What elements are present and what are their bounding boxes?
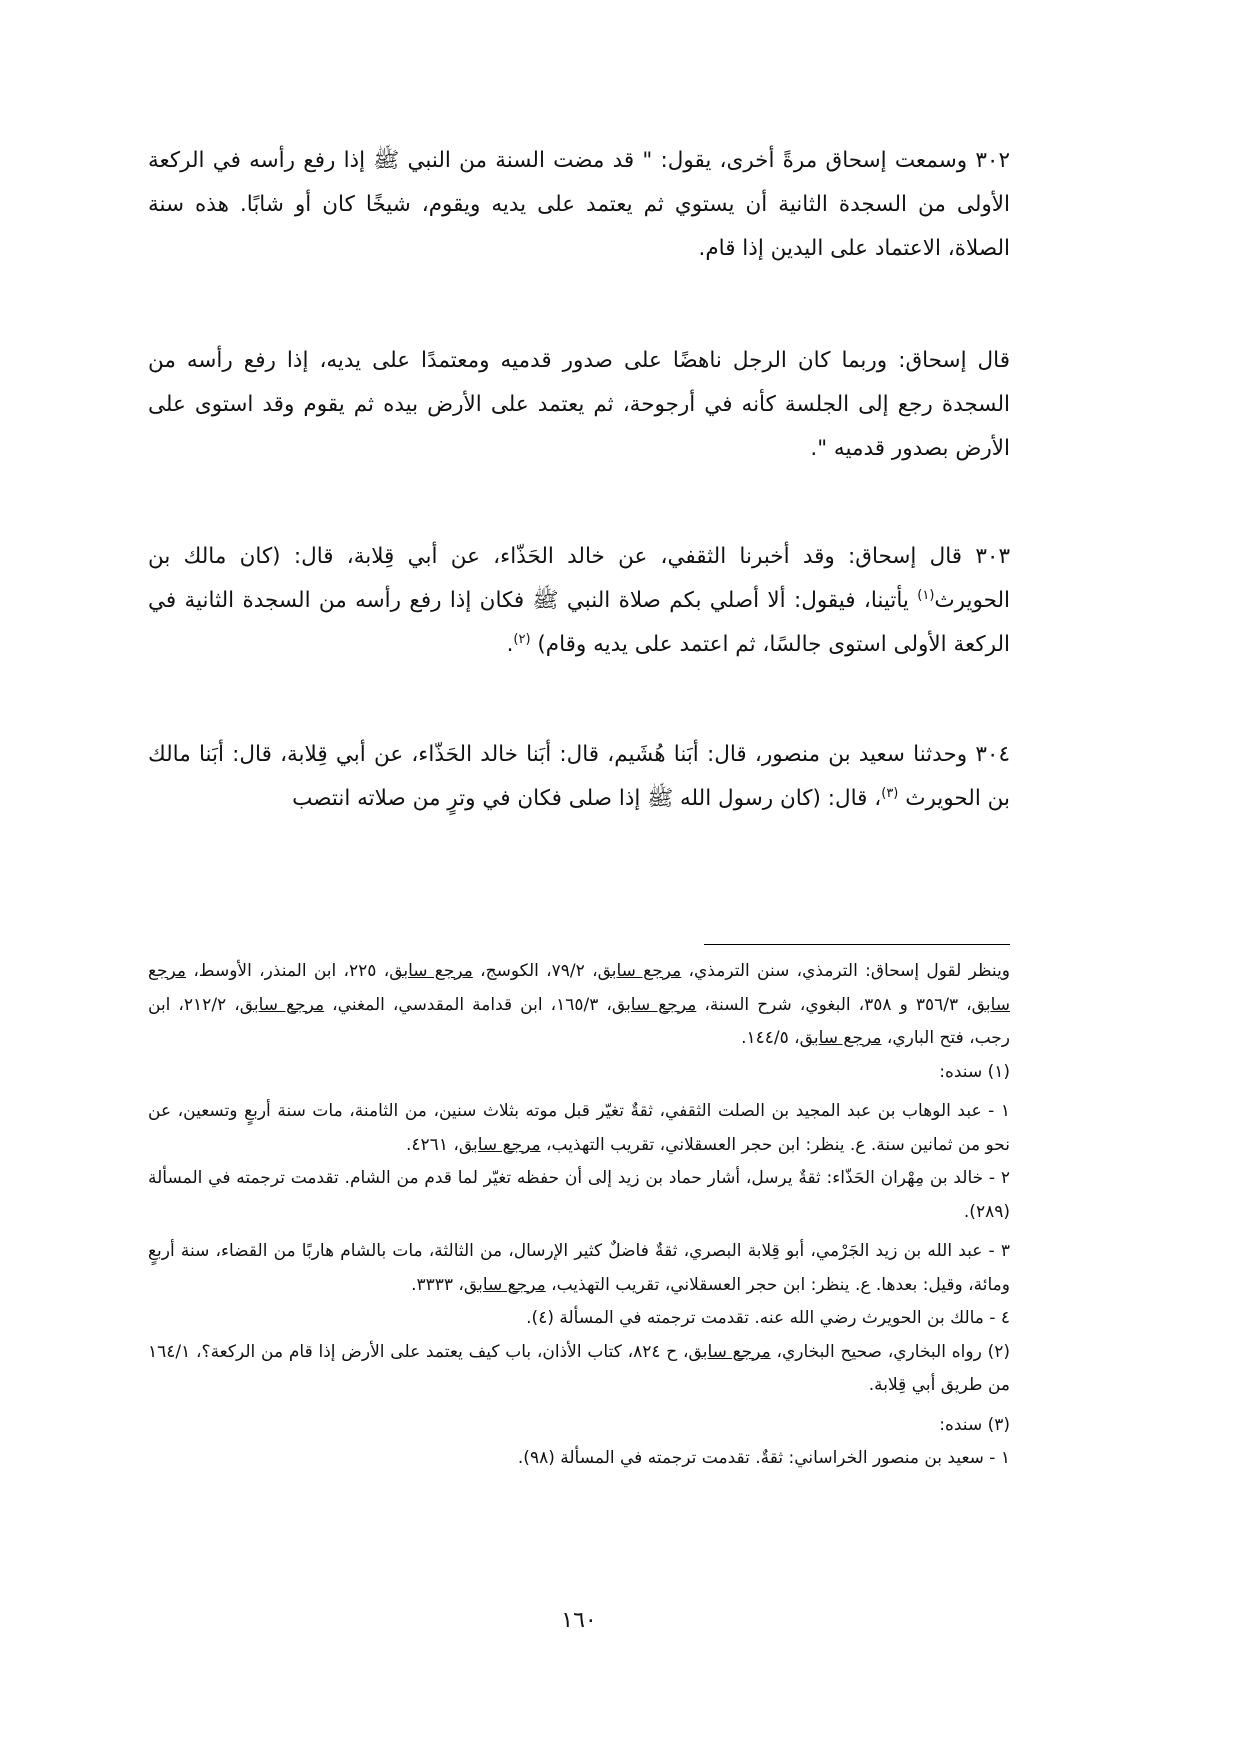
- footnote-ref-3: (٣): [881, 785, 899, 801]
- fn-text: ٣ - عبد الله بن زيد الجَرْمي، أبو قِلابة البصري، ثقةٌ فاضلٌ كثير الإرسال، من الثالثة، مات بالشام هاربًا من القضاء، سنة أربعٍ ومائة، وقيل: بعدها. ع. ينظر: ابن حجر العسقلاني، تقريب التهذيب،: [148, 1241, 1010, 1295]
- reference-link: مرجع سابق: [458, 1134, 541, 1155]
- footnote-ref-1: (١): [917, 587, 935, 603]
- reference-link: مرجع سابق: [611, 994, 697, 1015]
- fn-text: ، ٢١٢/٢، ابن رجب، فتح الباري،: [148, 994, 1010, 1048]
- fn-text: وينظر لقول إسحاق: الترمذي، سنن الترمذي،: [681, 961, 1011, 981]
- footnote-ref-2: (٢): [513, 631, 531, 647]
- paragraph-303-part-b: يأتينا، فيقول: ألا أصلي بكم صلاة النبي ﷺ فكان إذا رفع رأسه من السجدة الثانية في الركعة الأولى استوى جالسًا، ثم اعتمد على يديه وقام): [148, 588, 1010, 657]
- paragraph-304: [148, 733, 1010, 821]
- footnote-continuation: [148, 955, 1010, 1056]
- fn-text: ، ١٤٤/٥.: [741, 1028, 800, 1048]
- fn-text: ، ٣٥٦/٣ و ٣٥٨، البغوي، شرح السنة،: [696, 994, 972, 1015]
- reference-link: مرجع سابق: [389, 961, 473, 981]
- footnote-2: [148, 1336, 1010, 1403]
- paragraph-303-text: [148, 535, 1010, 667]
- footnote-1-narrator-1: [148, 1095, 1010, 1162]
- paragraph-304-part-a: ٣٠٤ وحدثنا سعيد بن منصور، قال: أبَنا هُشَيم، قال: أبَنا خالد الحَذّاء، عن أبي قِلابة، قال: أبَنا مالك بن الحويرث: [148, 742, 1010, 811]
- footnotes: [148, 955, 1010, 1476]
- footnote-1-narrator-2: ٢ - خالد بن مِهْران الحَذّاء: ثقةٌ يرسل، أشار حماد بن زيد إلى أن حفظه تغيّر لما قدم من الشام. تقدمت ترجمته في المسألة (٢٨٩).: [148, 1168, 1010, 1222]
- paragraph-303-part-a: ٣٠٣ قال إسحاق: وقد أخبرنا الثقفي، عن خالد الحَذّاء، عن أبي قِلابة، قال: (كان مالك بن الحويرث: [148, 544, 1010, 613]
- fn-text: ، ٤٢٦١.: [406, 1134, 459, 1155]
- paragraph-ishaq-comment: [148, 339, 1010, 471]
- paragraph-302-text: ٣٠٢ وسمعت إسحاق مرةً أخرى، يقول: " قد مضت السنة من النبي ﷺ إذا رفع رأسه في الركعة الأولى من السجدة الثانية أن يستوي ثم يعتمد على يديه ويقوم، شيخًا كان أو شابًا. هذه سنة الصلاة، الاعتماد على اليدين إذا قام.: [148, 148, 1010, 261]
- reference-link: مرجع سابق: [799, 1028, 882, 1048]
- footnote-1-narrator-4: ٤ - مالك بن الحويرث رضي الله عنه. تقدمت ترجمته في المسألة (٤).: [526, 1308, 1010, 1328]
- fn-text: ، ١٦٥/٣، ابن قدامة المقدسي، المغني،: [324, 994, 612, 1015]
- footnote-3-heading: (٣) سنده:: [939, 1414, 1010, 1435]
- paragraph-304-part-b: ، قال: (كان رسول الله ﷺ إذا صلى فكان في وترٍ من صلاته انتصب: [292, 786, 882, 811]
- reference-link: مرجع سابق: [688, 1341, 771, 1362]
- paragraph-302: [148, 139, 1010, 271]
- reference-link: مرجع سابق: [597, 961, 682, 981]
- fn-text: (٢) رواه البخاري، صحيح البخاري،: [770, 1341, 1010, 1362]
- footnote-1-narrator-3: [148, 1235, 1010, 1302]
- footnote-1-heading: (١) سنده:: [939, 1061, 1010, 1082]
- document-page: [148, 0, 1010, 1754]
- paragraph-303-part-c: .: [506, 632, 514, 657]
- footnote-separator: [704, 944, 1010, 945]
- fn-text: ١ - عبد الوهاب بن عبد المجيد بن الصلت الثقفي، ثقةٌ تغيّر قبل موته بثلاث سنين، من الثامنة، مات سنة أربعٍ وتسعين، عن نحو من ثمانين سنة. ع. ينظر: ابن حجر العسقلاني، تقريب التهذيب،: [148, 1101, 1010, 1155]
- reference-link: مرجع سابق: [463, 1274, 546, 1295]
- reference-link: مرجع سابق: [148, 961, 1011, 1015]
- footnote-3-narrator-1: ١ - سعيد بن منصور الخراساني: ثقةٌ. تقدمت ترجمته في المسألة (٩٨).: [517, 1448, 1010, 1468]
- paragraph-303: [148, 535, 1010, 667]
- page-number: ١٦٠: [561, 1608, 597, 1633]
- paragraph-ishaq-comment-text: قال إسحاق: وربما كان الرجل ناهضًا على صدور قدميه ومعتمدًا على يديه، إذا رفع رأسه من السجدة رجع إلى الجلسة كأنه في أرجوحة، ثم يعتمد على الأرض بيده ثم يقوم وقد استوى على الأرض بصدور قدميه ".: [148, 348, 1010, 461]
- fn-text: ، ح ٨٢٤، كتاب الأذان، باب كيف يعتمد على الأرض إذا قام من الركعة؟، ١٦٤/١ من طريق أبي قِلابة.: [148, 1341, 1010, 1395]
- fn-text: ، ٧٩/٢، الكوسج،: [472, 961, 598, 981]
- fn-text: ، ٢٢٥، ابن المنذر، الأوسط،: [186, 961, 390, 981]
- paragraph-304-text: [148, 733, 1010, 821]
- reference-link: مرجع سابق: [239, 994, 325, 1015]
- fn-text: ، ٣٣٣٣.: [411, 1274, 464, 1295]
